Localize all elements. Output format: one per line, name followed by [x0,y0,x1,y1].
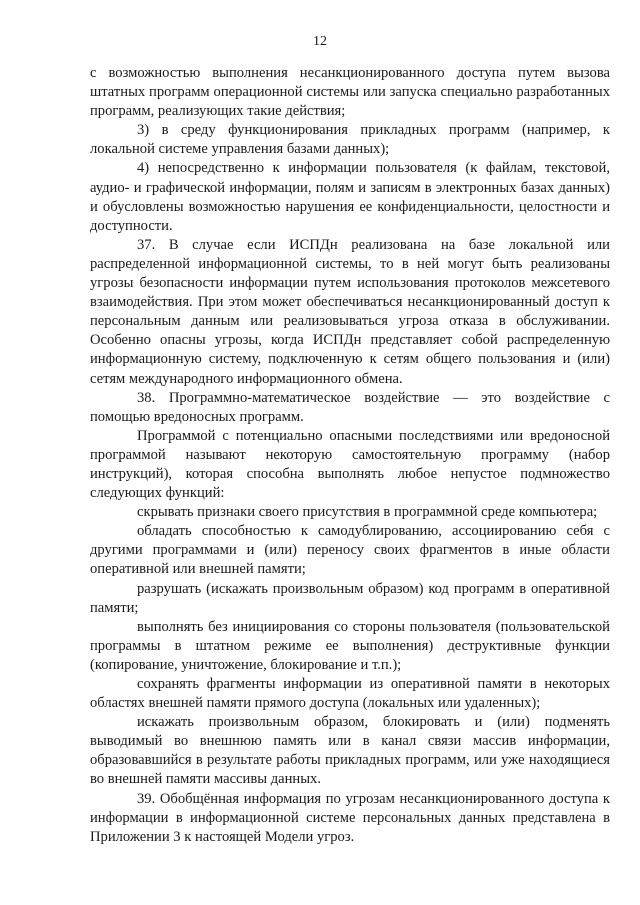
page-number: 12 [313,34,327,49]
paragraph: 39. Обобщённая информация по угрозам несанкционированного доступа к информации в информационной системе персональных данных представлена в Приложении 3 к настоящей Модели угроз. [90,790,610,845]
paragraph: обладать способностью к самодублированию, ассоциированию себя с другими программами и (или) переносу своих фрагментов в иные области оперативной или внешней памяти; [90,523,610,578]
paragraph: сохранять фрагменты информации из оперативной памяти в некоторых областях внешней памяти прямого доступа (локальных или удаленных); [90,676,610,712]
paragraph: 38. Программно-математическое воздействие — это воздействие с помощью вредоносных программ. [90,389,610,425]
paragraph: скрывать признаки своего присутствия в программной среде компьютера; [137,504,598,521]
paragraph: искажать произвольным образом, блокировать и (или) подменять выводимый во внешнюю память или в канал связи массив информации, образовавшийся в результате работы прикладных программ, или уже находящиеся во внешней памяти массивы данных. [90,714,610,788]
paragraph: 3) в среду функционирования прикладных программ (например, к локальной системе управления базами данных); [90,122,610,158]
paragraph: 37. В случае если ИСПДн реализована на базе локальной или распределенной информационной системы, то в ней могут быть реализованы угрозы безопасности информации путем использования протоколов межсетевого взаимодействия. При этом может обеспечиваться несанкционированный доступ к персональным данным или реализовываться угроза отказа в обслуживании. Особенно опасны угрозы, когда ИСПДн представляет собой распределенную информационную систему, подключенную к сетям общего пользования и (или) сетям международного информационного обмена. [90,236,610,387]
paragraph: 4) непосредственно к информации пользователя (к файлам, текстовой, аудио- и графической информации, полям и записям в электронных базах данных) и обусловлены возможностью нарушения ее конфиденциальности, целостности и доступности. [90,160,610,234]
body-text [90,64,610,847]
paragraph: Программой с потенциально опасными последствиями или вредоносной программой называют некоторую самостоятельную программу (набор инструкций), которая способна выполнять любое непустое подмножество следующих функций: [90,427,610,502]
paragraph: с возможностью выполнения несанкционированного доступа путем вызова штатных программ операционной системы или запуска специально разработанных программ, реализующих такие действия; [90,65,610,120]
paragraph: выполнять без инициирования со стороны пользователя (пользовательской программы в штатном режиме ее выполнения) деструктивные функции (копирование, уничтожение, блокирование и т.п.); [90,618,610,673]
paragraph: разрушать (искажать произвольным образом) код программ в оперативной памяти; [90,580,610,616]
